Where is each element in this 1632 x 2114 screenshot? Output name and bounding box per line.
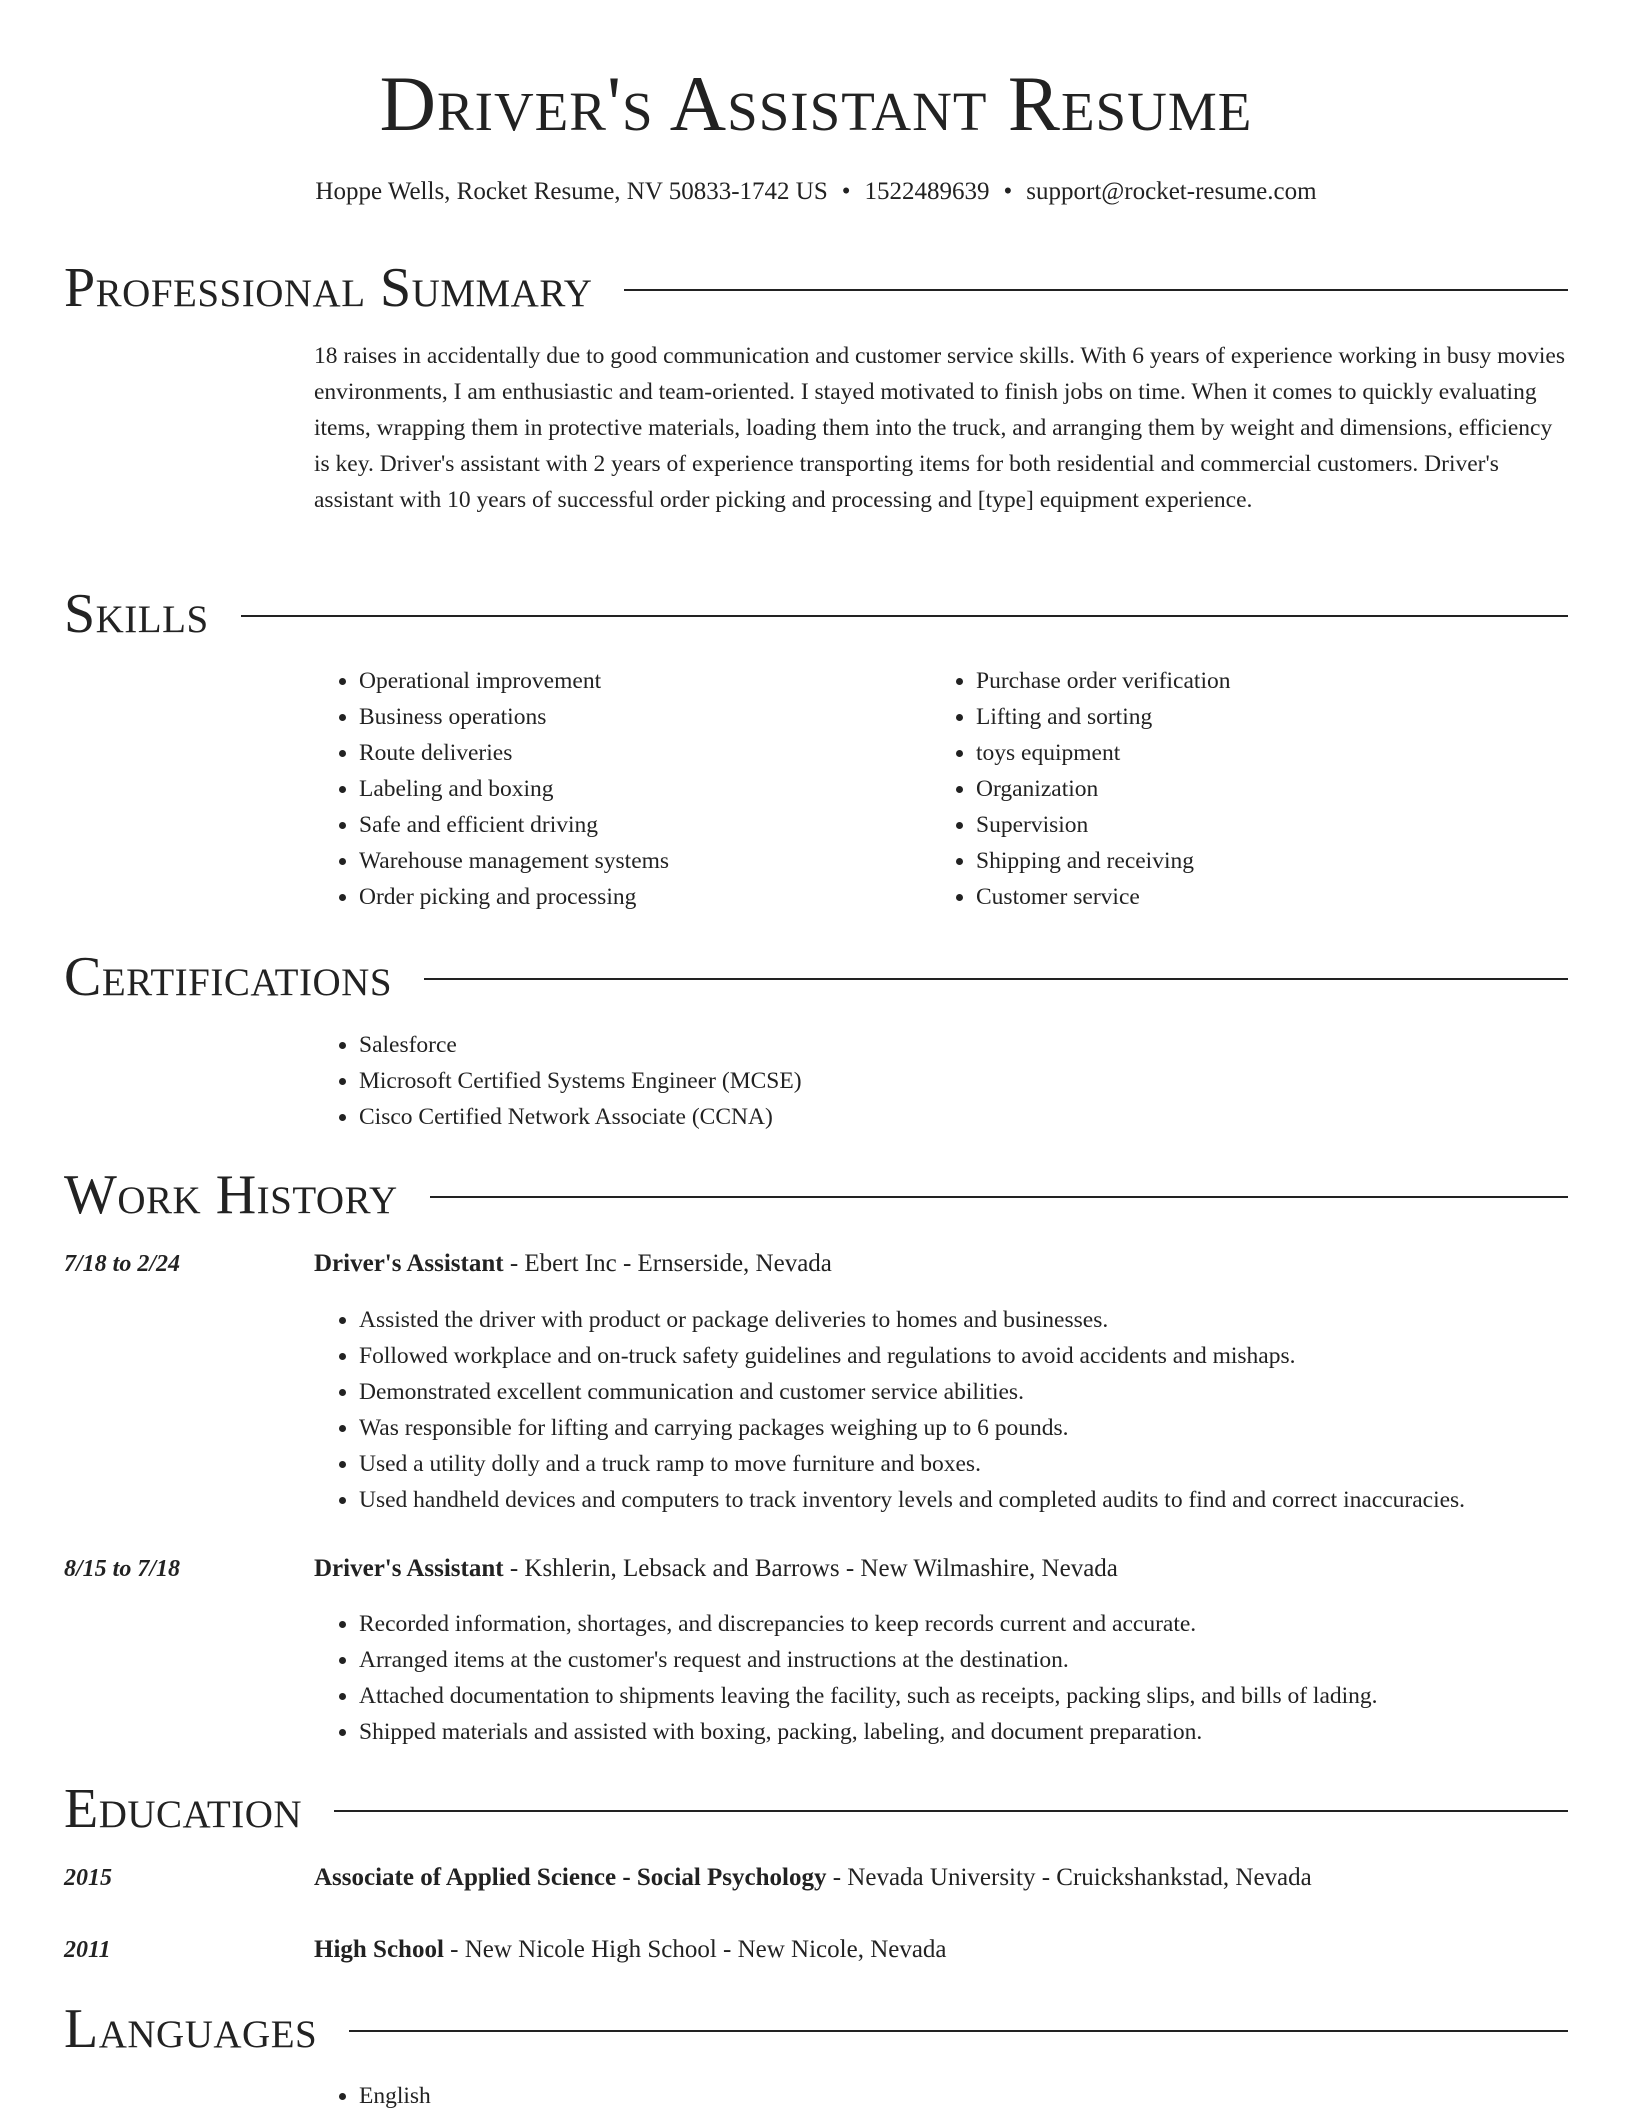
skills-list-left (314, 663, 919, 915)
job-bullet: • Assisted the driver with product or package deliveries to homes and businesses. (359, 1302, 1613, 1338)
job-bullet: • Attached documentation to shipments leaving the facility, such as receipts, packing slips, and bills of lading. (359, 1678, 1613, 1714)
skill-item: • Order picking and processing (359, 879, 919, 915)
job-bullet: • Used handheld devices and computers to track inventory levels and completed audits to find and correct inaccuracies. (359, 1482, 1613, 1518)
skill-item: • Organization (976, 771, 1576, 807)
job-bullet: • Shipped materials and assisted with boxing, packing, labeling, and document preparation. (359, 1714, 1613, 1750)
contact-email: support@rocket-resume.com (1026, 178, 1317, 205)
skill-item: • Shipping and receiving (976, 843, 1576, 879)
skill-item: • Business operations (359, 699, 919, 735)
section-work-header (64, 1165, 1568, 1225)
skill-item: • toys equipment (976, 735, 1576, 771)
certification-item: • Salesforce (359, 1027, 1559, 1063)
job-bullets (314, 1302, 1613, 1518)
section-divider (334, 1810, 1568, 1812)
job-header (314, 1246, 1568, 1282)
job-bullet: • Demonstrated excellent communication and customer service abilities. (359, 1374, 1613, 1410)
education-degree: High School (314, 1936, 444, 1963)
job-bullet: • Recorded information, shortages, and discrepancies to keep records current and accurate. (359, 1606, 1613, 1642)
section-divider (241, 615, 1568, 617)
job-bullet: • Followed workplace and on-truck safety guidelines and regulations to avoid accidents and mishaps. (359, 1338, 1613, 1374)
section-education-header (64, 1779, 1568, 1839)
skill-item: • Safe and efficient driving (359, 807, 919, 843)
language-item: • English (359, 2078, 959, 2114)
section-heading: Education (64, 1778, 303, 1840)
skill-item: • Warehouse management systems (359, 843, 919, 879)
education-details: - Nevada University - Cruickshankstad, Nevada (826, 1864, 1312, 1891)
summary-text: 18 raises in accidentally due to good communication and customer service skills. With 6 years of experience working in busy movies environments, I am enthusiastic and team-oriented. I stayed motivated to finish jobs on time. When it comes to quickly evaluating items, wrapping them in protective materials, loading them into the truck, and arranging them by weight and dimensions, efficiency is key. Driver's assistant with 2 years of experience transporting items for both residential and commercial customers. Driver's assistant with 10 years of successful order picking and processing and [type] equipment experience. (314, 343, 1565, 513)
section-divider (624, 289, 1568, 291)
education-entry (314, 1860, 1568, 1896)
certifications-list (314, 1027, 1559, 1135)
section-heading: Languages (64, 1998, 318, 2060)
job-header (314, 1551, 1568, 1587)
section-divider (430, 1196, 1568, 1198)
contact-separator: • (1003, 178, 1013, 205)
section-skills-header (64, 584, 1568, 644)
resume-title: Driver's Assistant Resume (379, 60, 1253, 147)
education-entry (314, 1932, 1568, 1968)
skills-list-right (931, 663, 1576, 915)
contact-separator: • (841, 178, 851, 205)
skill-item: • Labeling and boxing (359, 771, 919, 807)
contact-line (0, 174, 1632, 210)
section-divider (349, 2030, 1568, 2032)
certification-item: • Cisco Certified Network Associate (CCNA) (359, 1099, 1559, 1135)
section-heading: Professional Summary (64, 257, 593, 319)
languages-list (314, 2078, 959, 2114)
skill-item: • Route deliveries (359, 735, 919, 771)
education-year: 2015 (64, 1865, 112, 1891)
job-bullet: • Arranged items at the customer's request and instructions at the destination. (359, 1642, 1613, 1678)
section-summary-header (64, 258, 1568, 318)
section-heading: Certifications (64, 946, 393, 1008)
section-divider (424, 978, 1568, 980)
certification-item: • Microsoft Certified Systems Engineer (MCSE) (359, 1063, 1559, 1099)
job-bullet: • Used a utility dolly and a truck ramp to move furniture and boxes. (359, 1446, 1613, 1482)
education-details: - New Nicole High School - New Nicole, Nevada (443, 1936, 947, 1963)
contact-address: Hoppe Wells, Rocket Resume, NV 50833-1742 US (315, 178, 828, 205)
section-languages-header (64, 1999, 1568, 2059)
job-dates: 7/18 to 2/24 (64, 1251, 181, 1277)
job-bullet: • Was responsible for lifting and carrying packages weighing up to 6 pounds. (359, 1410, 1613, 1446)
education-year: 2011 (64, 1937, 111, 1963)
skill-item: • Lifting and sorting (976, 699, 1576, 735)
education-degree: Associate of Applied Science - Social Psychology (314, 1864, 827, 1891)
section-heading: Skills (64, 583, 209, 645)
job-bullets (314, 1606, 1613, 1750)
job-dates: 8/15 to 7/18 (64, 1556, 181, 1582)
job-title: Driver's Assistant (314, 1250, 504, 1277)
contact-phone: 1522489639 (864, 178, 990, 205)
skill-item: • Purchase order verification (976, 663, 1576, 699)
skill-item: • Customer service (976, 879, 1576, 915)
job-details: - Kshlerin, Lebsack and Barrows - New Wilmashire, Nevada (503, 1555, 1118, 1582)
job-title: Driver's Assistant (314, 1555, 504, 1582)
job-details: - Ebert Inc - Ernserside, Nevada (503, 1250, 832, 1277)
section-heading: Work History (64, 1164, 398, 1226)
skill-item: • Operational improvement (359, 663, 919, 699)
section-certifications-header (64, 947, 1568, 1007)
skill-item: • Supervision (976, 807, 1576, 843)
